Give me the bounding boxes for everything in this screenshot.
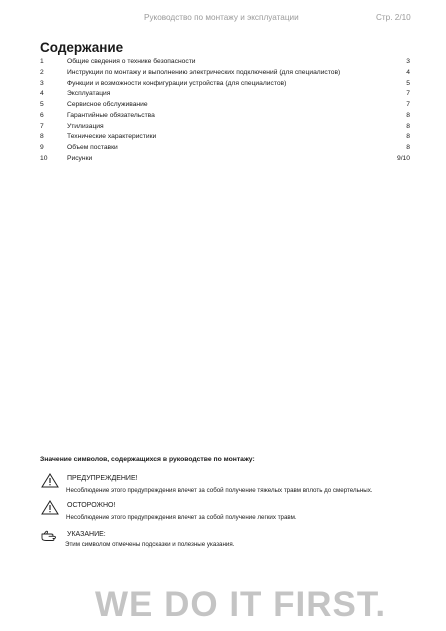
warning-text: Несоблюдение этого предупреждения влечет за собой получение тяжелых травм вплоть до смертельных. [66,487,373,494]
page-header [0,13,446,27]
toc-row-number: 9 [40,144,44,151]
toc-row-page: 3 [406,58,410,65]
symbols-heading: Значение символов, содержащихся в руководстве по монтажу: [40,456,255,463]
page-number: Стр. 2/10 [376,13,411,22]
toc-row-page: 9/10 [396,154,410,162]
note-block [40,529,430,553]
toc-row [40,57,410,68]
toc-row [40,154,410,165]
warning-triangle-icon [41,500,59,520]
footer-slogan: WE DO IT FIRST. [95,585,387,624]
toc-row-number: 4 [40,90,44,98]
toc-row-title: Рисунки [67,154,93,162]
toc-row-page: 4 [406,68,410,76]
pointing-hand-icon [41,529,59,547]
toc-row-number: 2 [40,68,44,76]
document-title: Руководство по монтажу и эксплуатации [144,13,299,22]
caution-title: ОСТОРОЖНО! [67,502,116,509]
toc-row-title: Технические характеристики [67,133,157,141]
warning-title: ПРЕДУПРЕЖДЕНИЕ! [67,475,138,482]
toc-row-title: Объем поставки [67,144,118,151]
toc-row-number: 6 [40,111,44,119]
toc-row-title: Гарантийные обязательства [67,111,155,119]
toc-row-page: 5 [406,79,410,87]
caution-text: Несоблюдение этого предупреждения влечет за собой получение легких травм. [66,514,297,521]
toc-row-number: 10 [40,154,48,162]
toc-row [40,89,410,100]
toc-row-number: 1 [40,58,44,65]
caution-block [40,500,430,524]
warning-triangle-icon [41,473,59,493]
toc-row [40,111,410,122]
toc-row-page: 8 [406,133,410,141]
toc-row [40,143,410,154]
warning-block [40,473,430,497]
toc-row-page: 8 [406,144,410,151]
toc-row-page: 7 [406,101,410,108]
toc-row-page: 8 [406,122,410,130]
toc-row-title: Утилизация [67,122,104,130]
toc-row-page: 8 [406,111,410,119]
toc-row-page: 7 [406,90,410,98]
toc-row-number: 3 [40,79,44,87]
toc-row [40,122,410,133]
toc-heading: Содержание [40,40,124,55]
toc-row [40,100,410,111]
toc-row [40,68,410,79]
toc-row-title: Функции и возможности конфигурации устройства (для специалистов) [67,79,287,87]
toc-row-title: Инструкции по монтажу и выполнению электрических подключений (для специалистов) [67,68,341,76]
toc-row-title: Эксплуатация [67,90,111,98]
table-of-contents [40,57,410,165]
toc-row-title: Сервисное обслуживание [67,101,148,108]
toc-row-number: 5 [40,101,44,108]
toc-row-number: 7 [40,122,44,130]
note-text: Этим символом отмечены подсказки и полезные указания. [65,541,235,548]
toc-row-title: Общие сведения о технике безопасности [67,58,196,65]
note-title: УКАЗАНИЕ: [67,531,106,538]
toc-row-number: 8 [40,133,44,141]
toc-row [40,79,410,90]
toc-row [40,132,410,143]
